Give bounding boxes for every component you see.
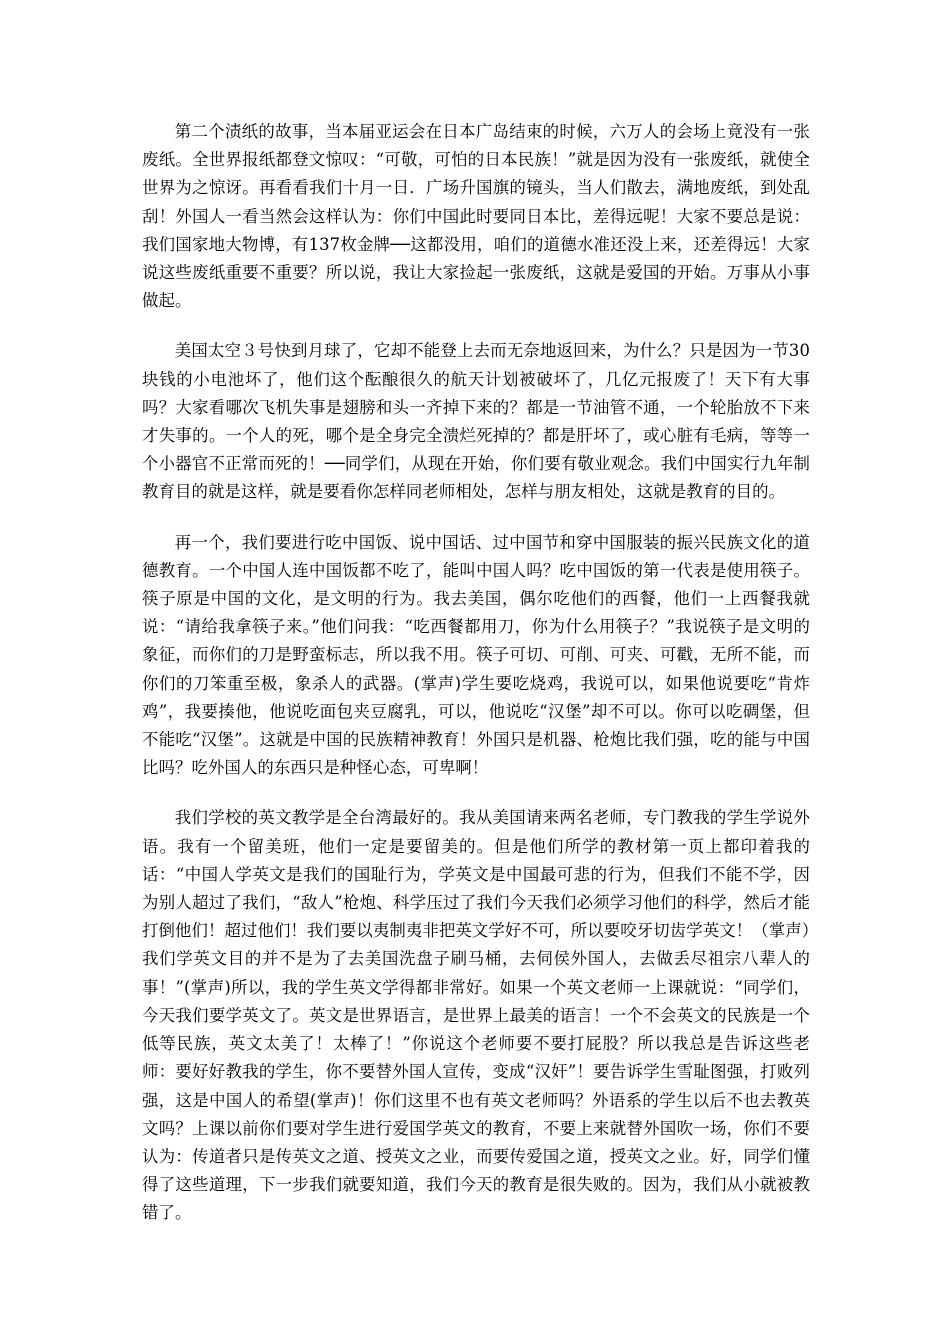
document-page xyxy=(142,118,810,1228)
paragraph-paper-story: 第二个渍纸的故事，当本届亚运会在日本广岛结束的时候，六万人的会场上竟没有一张废纸。全世界报纸都登文惊叹：“可敬，可怕的日本民族！”就是因为没有一张废纸，就使全世界为之惊讶。再看看我们十月一日．广场升国旗的镜头，当人们散去，满地废纸，到处乱刮！外国人一看当然会这样认为：你们中国此时要同日本比，差得远呢！大家不要总是说：我们国家地大物博，有137枚金牌──这都没用，咱们的道德水准还没上来，还差得远！大家说这些废纸重要不重要？所以说，我让大家捡起一张废纸，这就是爱国的开始。万事从小事做起。 xyxy=(142,122,810,311)
paragraph-chinese-culture-education: 再一个，我们要进行吃中国饭、说中国话、过中国节和穿中国服装的振兴民族文化的道德教育。一个中国人连中国饭都不吃了，能叫中国人吗？吃中国饭的第一代表是使用筷子。筷子原是中国的文化，是文明的行为。我去美国，偶尔吃他们的西餐，他们一上西餐我就说：“请给我拿筷子来。”他们问我：“吃西餐都用刀，你为什么用筷子？”我说筷子是文明的象征，而你们的刀是野蛮标志，所以我不用。筷子可切、可削、可夹、可戳，无所不能，而你们的刀笨重至极，象杀人的武器。(掌声)学生要吃烧鸡，我说可以，如果他说要吃“肯炸鸡”，我要揍他，他说吃面包夹豆腐乳，可以，他说吃“汉堡”却不可以。你可以吃碉堡，但不能吃“汉堡”。这就是中国的民族精神教育！外国只是机器、枪炮比我们强，吃的能与中国比吗？吃外国人的东西只是种怪心态，可卑啊！ xyxy=(142,532,810,778)
paragraph-space-battery-story: 美国太空３号快到月球了，它却不能登上去而无奈地返回来，为什么？只是因为一节30块钱的小电池坏了，他们这个酝酿很久的航天计划被破坏了，几亿元报废了！天下有大事吗？大家看哪次飞机失事是翅膀和头一齐掉下来的？都是一节油管不通，一个轮胎放不下来才失事的。一个人的死，哪个是全身完全溃烂死掉的？都是肝坏了，或心脏有毛病，等等一个小器官不正常而死的！──同学们，从现在开始，你们要有敬业观念。我们中国实行九年制教育目的就是这样，就是要看你怎样同老师相处，怎样与朋友相处，这就是教育的目的。 xyxy=(142,341,810,502)
paragraph-english-teaching: 我们学校的英文教学是全台湾最好的。我从美国请来两名老师，专门教我的学生学说外语。我有一个留美班，他们一定是要留美的。但是他们所学的教材第一页上都印着我的话：“中国人学英文是我们的国耻行为，学英文是中国最可悲的行为，但我们不能不学，因为别人超过了我们，“敌人”枪炮、科学压过了我们今天我们必须学习他们的科学，然后才能打倒他们！超过他们！我们要以夷制夷非把英文学好不可，所以要咬牙切齿学英文！（掌声）我们学英文目的并不是为了去美国洗盘子刷马桶，去伺侯外国人，去做丢尽祖宗八辈人的事！”(掌声)所以，我的学生英文学得都非常好。如果一个英文老师一上课就说：“同学们，今天我们要学英文了。英文是世界语言，是世界上最美的语言！一个不会英文的民族是一个低等民族，英文太美了！太棒了！”你说这个老师要不要打屁股？所以我总是告诉这些老师：要好好教我的学生，你不要替外国人宣传，变成“汉奸”！要告诉学生雪耻图强，打败列强，这是中国人的希望(掌声)！你们这里不也有英文老师吗？外语系的学生以后不也去教英文吗？上课以前你们要对学生进行爱国学英文的教育，不要上来就替外国吹一场，你们不要认为：传道者只是传英文之道、授英文之业，而要传爱国之道，授英文之业。好，同学们懂得了这些道理，下一步我们就要知道，我们今天的教育是很失败的。因为，我们从小就被教错了。 xyxy=(142,808,810,1223)
